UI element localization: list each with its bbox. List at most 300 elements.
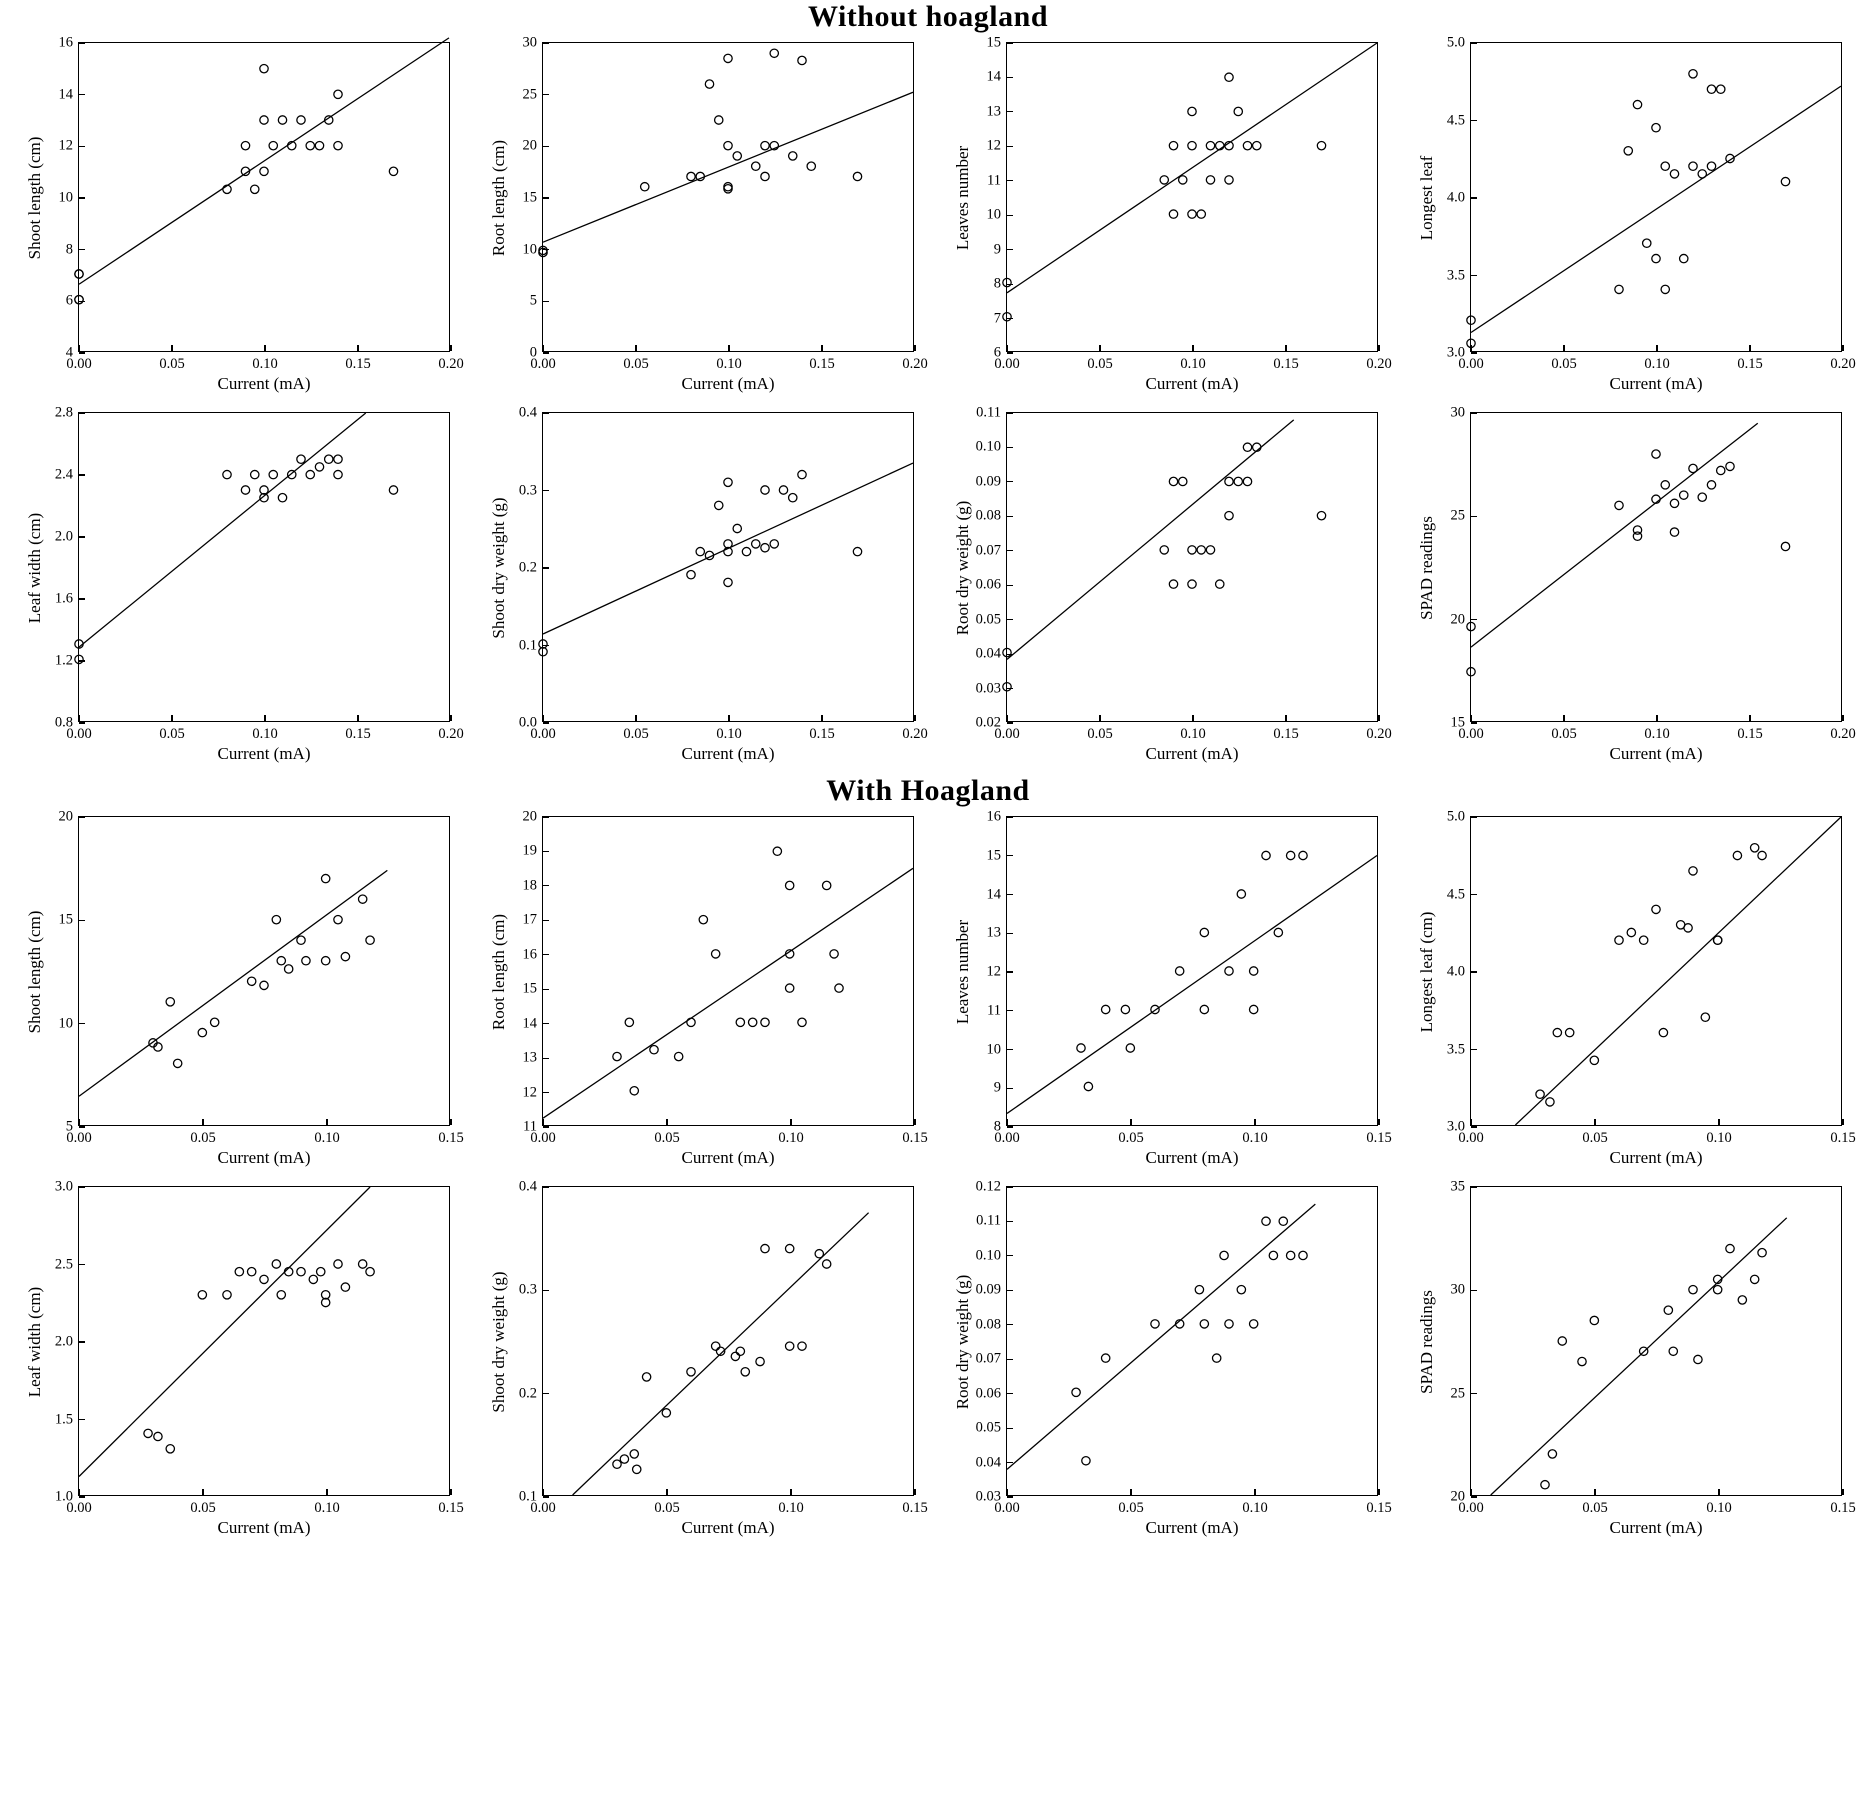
regression-line [1007, 856, 1377, 1114]
data-point [272, 915, 280, 923]
panel-row-4 [0, 1178, 1856, 1548]
data-point [297, 116, 305, 124]
x-axis-tick-label: 0.00 [1458, 356, 1484, 372]
y-axis-label: Longest leaf (cm) [1417, 911, 1436, 1033]
data-point [1698, 170, 1706, 178]
y-axis-tick-label: 16 [58, 34, 73, 51]
y-axis-tick-label: 20 [1450, 611, 1465, 628]
data-point [1652, 905, 1660, 913]
y-axis-tick-label: 0.12 [975, 1178, 1001, 1195]
data-point [1299, 1251, 1307, 1259]
y-axis-label: Leaf width (cm) [25, 1286, 44, 1398]
plot-frame [1417, 1178, 1856, 1516]
x-axis-tick-label: 0.05 [1551, 726, 1577, 742]
x-axis-label: Current (mA) [217, 1148, 311, 1167]
y-axis-tick-label: 5 [529, 292, 537, 309]
data-point [1188, 210, 1196, 218]
y-axis-tick-label: 0.07 [975, 1350, 1001, 1367]
y-axis-tick-label: 4.0 [1446, 189, 1465, 206]
data-point [613, 1052, 621, 1060]
data-point [306, 141, 314, 149]
data-point [278, 116, 286, 124]
data-point [1661, 285, 1669, 293]
data-point [1101, 1005, 1109, 1013]
x-axis-tick-label: 0.05 [1118, 1130, 1144, 1146]
data-point [241, 141, 249, 149]
data-point [1169, 477, 1177, 485]
x-axis-label: Current (mA) [1609, 1518, 1703, 1537]
data-point [1195, 1285, 1203, 1293]
x-axis-tick-label: 0.10 [1242, 1130, 1268, 1146]
data-point [277, 1291, 285, 1299]
y-axis-tick-label: 0.0 [518, 714, 537, 731]
data-point [235, 1268, 243, 1276]
plot-frame [25, 34, 464, 372]
data-point [1169, 141, 1177, 149]
x-axis-label: Current (mA) [1609, 1148, 1703, 1167]
data-point [731, 1352, 739, 1360]
data-point [260, 116, 268, 124]
data-layer [1007, 1187, 1377, 1495]
y-axis-tick-label: 0.07 [975, 542, 1001, 559]
regression-line [79, 870, 387, 1096]
data-point [1072, 1388, 1080, 1396]
x-axis-tick-mark [1842, 715, 1843, 721]
chart-panel-shoot-dry-weight-without [464, 404, 928, 774]
x-axis-tick-label: 0.05 [1087, 356, 1113, 372]
data-point [1003, 313, 1011, 321]
data-point [269, 470, 277, 478]
data-point [1279, 1217, 1287, 1225]
x-axis-label: Current (mA) [1145, 744, 1239, 763]
data-layer [79, 43, 449, 351]
plot-frame [25, 808, 464, 1146]
data-point [1536, 1090, 1544, 1098]
data-point [1713, 936, 1721, 944]
data-point [641, 183, 649, 191]
y-axis-tick-label: 0.2 [518, 559, 537, 576]
panel-cell [1392, 1178, 1856, 1548]
data-point [1243, 443, 1251, 451]
data-point [1615, 285, 1623, 293]
data-point [1286, 851, 1294, 859]
plot-area [1417, 34, 1856, 394]
data-point [1659, 1028, 1667, 1036]
y-axis-tick-label: 10 [986, 1041, 1001, 1057]
y-axis-tick-label: 2.0 [54, 1333, 73, 1350]
data-point [166, 998, 174, 1006]
y-axis-tick-label: 0 [529, 344, 537, 361]
x-axis-tick-label: 0.00 [994, 1500, 1020, 1516]
data-layer [543, 43, 913, 351]
panel-cell [928, 404, 1392, 774]
regression-line [543, 92, 913, 242]
data-point [1624, 147, 1632, 155]
y-axis-tick-mark [543, 1496, 549, 1497]
chart-panel-shoot-length-without [0, 34, 464, 404]
data-layer [543, 413, 913, 721]
panel-row-1 [0, 34, 1856, 404]
x-axis-tick-label: 0.15 [1737, 726, 1763, 742]
panel-cell [928, 808, 1392, 1178]
data-point [1003, 683, 1011, 691]
panel-cell [1392, 808, 1856, 1178]
data-point [260, 167, 268, 175]
y-axis-tick-label: 5 [65, 1118, 73, 1135]
x-axis-tick-label: 0.20 [1366, 356, 1392, 372]
data-point [785, 984, 793, 992]
x-axis-tick-label: 0.00 [66, 1130, 92, 1146]
data-point [389, 167, 397, 175]
data-point [1652, 124, 1660, 132]
chart-panel-leaf-width-without [0, 404, 464, 774]
y-axis-tick-label: 4.5 [1446, 112, 1465, 128]
y-axis-tick-label: 0.8 [54, 714, 73, 731]
x-axis-label: Current (mA) [1609, 374, 1703, 393]
data-point [358, 1260, 366, 1268]
data-point [1225, 1320, 1233, 1328]
data-point [733, 524, 741, 532]
data-point [1707, 481, 1715, 489]
x-axis-tick-label: 0.10 [1706, 1500, 1732, 1516]
x-axis-tick-mark [450, 1119, 451, 1125]
y-axis-tick-mark [543, 1126, 549, 1127]
data-point [1317, 141, 1325, 149]
y-axis-tick-label: 10 [58, 189, 73, 206]
panel-row-3 [0, 808, 1856, 1178]
x-axis-tick-label: 0.00 [1458, 1130, 1484, 1146]
y-axis-label: SPAD readings [1417, 1290, 1436, 1394]
data-point [1758, 1249, 1766, 1257]
y-axis-tick-label: 9 [993, 241, 1001, 258]
x-axis-tick-label: 0.15 [809, 356, 835, 372]
data-point [822, 881, 830, 889]
panel-cell [464, 1178, 928, 1548]
y-axis-tick-label: 15 [1450, 714, 1465, 731]
y-axis-tick-mark [1007, 1496, 1013, 1497]
y-axis-tick-label: 12 [58, 137, 73, 154]
regression-line [1471, 423, 1758, 647]
data-point [1781, 542, 1789, 550]
data-point [1179, 477, 1187, 485]
data-point [315, 463, 323, 471]
data-point [1262, 851, 1270, 859]
data-point [1680, 491, 1688, 499]
x-axis-tick-label: 0.00 [1458, 1500, 1484, 1516]
data-point [1286, 1251, 1294, 1259]
data-point [1269, 1251, 1277, 1259]
data-point [687, 1368, 695, 1376]
chart-panel-root-length-without [464, 34, 928, 404]
x-axis-tick-label: 0.10 [1180, 726, 1206, 742]
data-point [687, 1018, 695, 1026]
x-axis-tick-label: 0.10 [1180, 356, 1206, 372]
y-axis-tick-label: 0.04 [975, 1454, 1001, 1471]
y-axis-label: Longest leaf [1417, 155, 1436, 241]
y-axis-tick-label: 0.3 [518, 1281, 537, 1298]
chart-panel-leaf-width-with [0, 1178, 464, 1548]
panel-cell [0, 34, 464, 404]
x-axis-tick-label: 0.15 [1366, 1130, 1392, 1146]
data-point [1652, 254, 1660, 262]
data-layer [1471, 817, 1841, 1125]
y-axis-tick-label: 3.0 [54, 1178, 73, 1195]
data-point [798, 1018, 806, 1026]
plot-frame [489, 1178, 928, 1516]
y-axis-tick-label: 30 [1450, 404, 1465, 421]
data-point [1249, 967, 1257, 975]
x-axis-tick-label: 0.10 [716, 726, 742, 742]
data-point [321, 957, 329, 965]
data-point [773, 847, 781, 855]
data-point [1713, 1285, 1721, 1293]
plot-frame [489, 34, 928, 372]
y-axis-label: Leaf width (cm) [25, 512, 44, 624]
data-layer [543, 817, 913, 1125]
x-axis-tick-mark [1378, 1489, 1379, 1495]
data-point [613, 1460, 621, 1468]
y-axis-tick-label: 14 [986, 886, 1001, 902]
x-axis-tick-label: 0.20 [438, 356, 464, 372]
x-axis-tick-label: 0.00 [530, 1500, 556, 1516]
x-axis-tick-label: 0.10 [252, 356, 278, 372]
y-axis-tick-label: 25 [1450, 507, 1465, 524]
data-point [1179, 176, 1187, 184]
data-point [1188, 107, 1196, 115]
data-point [321, 874, 329, 882]
regression-line [79, 413, 366, 647]
x-axis-tick-label: 0.15 [902, 1130, 928, 1146]
data-point [1590, 1056, 1598, 1064]
y-axis-tick-label: 16 [522, 946, 537, 963]
data-point [1206, 141, 1214, 149]
y-axis-tick-label: 15 [986, 847, 1001, 864]
panel-cell [0, 1178, 464, 1548]
data-point [1750, 1275, 1758, 1283]
x-axis-tick-mark [1378, 1119, 1379, 1125]
y-axis-label: Root length (cm) [489, 913, 508, 1031]
y-axis-tick-label: 20 [58, 808, 73, 825]
plot-area [953, 34, 1392, 394]
y-axis-label: Root dry weight (g) [953, 500, 972, 636]
x-axis-tick-label: 0.10 [314, 1130, 340, 1146]
data-point [166, 1445, 174, 1453]
data-point [724, 141, 732, 149]
data-point [785, 1244, 793, 1252]
y-axis-tick-label: 15 [522, 189, 537, 206]
y-axis-tick-label: 0.08 [975, 507, 1001, 524]
data-point [789, 494, 797, 502]
x-axis-tick-label: 0.05 [1551, 356, 1577, 372]
x-axis-tick-label: 0.15 [438, 1130, 464, 1146]
data-point [260, 981, 268, 989]
data-point [1565, 1028, 1573, 1036]
y-axis-tick-label: 1.2 [54, 652, 73, 669]
x-axis-label: Current (mA) [1145, 374, 1239, 393]
x-axis-tick-label: 0.15 [1273, 726, 1299, 742]
data-point [1216, 580, 1224, 588]
data-layer [1471, 413, 1841, 721]
x-axis-tick-label: 0.15 [345, 356, 371, 372]
data-point [807, 162, 815, 170]
y-axis-tick-label: 10 [58, 1015, 73, 1032]
x-axis-tick-label: 0.05 [1582, 1500, 1608, 1516]
y-axis-tick-mark [1471, 722, 1477, 723]
y-axis-tick-label: 2.4 [54, 466, 73, 483]
panel-cell [464, 808, 928, 1178]
y-axis-tick-label: 6 [65, 292, 73, 309]
data-point [1077, 1044, 1085, 1052]
plot-frame [1417, 808, 1856, 1146]
x-axis-tick-label: 0.05 [159, 726, 185, 742]
data-point [1225, 967, 1233, 975]
x-axis-tick-label: 0.00 [530, 726, 556, 742]
data-point [1643, 239, 1651, 247]
data-point [1225, 73, 1233, 81]
y-axis-tick-mark [1007, 1126, 1013, 1127]
data-point [1694, 1355, 1702, 1363]
x-axis-tick-label: 0.10 [1644, 726, 1670, 742]
data-point [1188, 141, 1196, 149]
x-axis-tick-mark [450, 715, 451, 721]
x-axis-tick-label: 0.20 [1366, 726, 1392, 742]
x-axis-label: Current (mA) [1609, 744, 1703, 763]
data-point [1689, 1285, 1697, 1293]
plot-frame [953, 34, 1392, 372]
data-point [1220, 1251, 1228, 1259]
data-point [260, 1275, 268, 1283]
data-point [1200, 1320, 1208, 1328]
data-point [724, 478, 732, 486]
plot-area [489, 1178, 928, 1538]
data-point [815, 1250, 823, 1258]
data-point [1197, 546, 1205, 554]
x-axis-tick-mark [914, 1119, 915, 1125]
plot-frame [25, 1178, 464, 1516]
y-axis-label: Shoot dry weight (g) [489, 497, 508, 639]
data-point [1758, 851, 1766, 859]
data-layer [1007, 413, 1377, 721]
data-layer [79, 1187, 449, 1495]
plot-frame [953, 404, 1392, 742]
data-point [633, 1465, 641, 1473]
plot-area [1417, 1178, 1856, 1538]
data-point [1262, 1217, 1270, 1225]
data-point [341, 952, 349, 960]
data-point [1652, 450, 1660, 458]
data-point [223, 1291, 231, 1299]
y-axis-tick-label: 8 [993, 1118, 1001, 1135]
plot-area [1417, 808, 1856, 1168]
data-point [306, 470, 314, 478]
y-axis-tick-label: 0.05 [975, 611, 1001, 628]
plot-area [489, 34, 928, 394]
data-point [1590, 1316, 1598, 1324]
plot-area [489, 808, 928, 1168]
data-point [1249, 1320, 1257, 1328]
data-point [1200, 928, 1208, 936]
data-point [835, 984, 843, 992]
y-axis-tick-label: 9 [993, 1079, 1001, 1096]
data-point [1738, 1296, 1746, 1304]
data-point [1212, 1354, 1220, 1362]
y-axis-tick-label: 0.06 [975, 576, 1001, 593]
y-axis-label: Shoot length (cm) [25, 136, 44, 260]
chart-panel-longest-leaf-without [1392, 34, 1856, 404]
data-point [1664, 1306, 1672, 1314]
x-axis-tick-mark [1842, 345, 1843, 351]
plot-area [489, 404, 928, 764]
data-point [1249, 1005, 1257, 1013]
regression-line [1515, 817, 1841, 1125]
data-layer [543, 1187, 913, 1495]
x-axis-label: Current (mA) [681, 374, 775, 393]
data-point [736, 1018, 744, 1026]
y-axis-tick-label: 0.04 [975, 645, 1001, 662]
chart-panel-root-dry-weight-with [928, 1178, 1392, 1548]
y-axis-tick-label: 0.05 [975, 1419, 1001, 1436]
regression-line [1007, 420, 1294, 660]
y-axis-tick-label: 0.02 [975, 714, 1001, 731]
y-axis-tick-mark [79, 352, 85, 353]
data-point [1553, 1028, 1561, 1036]
x-axis-tick-label: 0.15 [1366, 1500, 1392, 1516]
chart-panel-root-dry-weight-without [928, 404, 1392, 774]
x-axis-tick-label: 0.15 [345, 726, 371, 742]
data-point [785, 1342, 793, 1350]
x-axis-tick-mark [914, 715, 915, 721]
data-point [1003, 278, 1011, 286]
data-point [1661, 481, 1669, 489]
section-title-with-hoagland: With Hoagland [826, 774, 1030, 807]
y-axis-tick-label: 18 [522, 877, 537, 894]
x-axis-tick-label: 0.15 [902, 1500, 928, 1516]
data-point [247, 977, 255, 985]
x-axis-tick-mark [914, 1489, 915, 1495]
data-point [241, 486, 249, 494]
data-point [715, 501, 723, 509]
data-point [761, 1018, 769, 1026]
data-point [761, 141, 769, 149]
x-axis-tick-label: 0.05 [1087, 726, 1113, 742]
data-layer [79, 817, 449, 1125]
data-point [1717, 466, 1725, 474]
y-axis-tick-label: 0.11 [976, 404, 1001, 421]
data-point [1707, 85, 1715, 93]
y-axis-label: Root length (cm) [489, 139, 508, 257]
data-point [334, 455, 342, 463]
y-axis-tick-label: 0.03 [975, 1488, 1001, 1505]
panel-cell [0, 404, 464, 774]
x-axis-tick-mark [1842, 1119, 1843, 1125]
y-axis-tick-label: 12 [986, 137, 1001, 154]
data-point [742, 547, 750, 555]
data-point [341, 1283, 349, 1291]
data-point [1541, 1481, 1549, 1489]
data-point [696, 547, 704, 555]
data-point [687, 571, 695, 579]
x-axis-tick-label: 0.05 [159, 356, 185, 372]
data-point [1160, 546, 1168, 554]
data-point [1253, 141, 1261, 149]
data-point [309, 1275, 317, 1283]
plot-frame [1417, 404, 1856, 742]
y-axis-tick-label: 13 [522, 1049, 537, 1066]
data-point [1689, 464, 1697, 472]
regression-line [1007, 43, 1377, 293]
y-axis-tick-mark [543, 352, 549, 353]
data-point [798, 470, 806, 478]
